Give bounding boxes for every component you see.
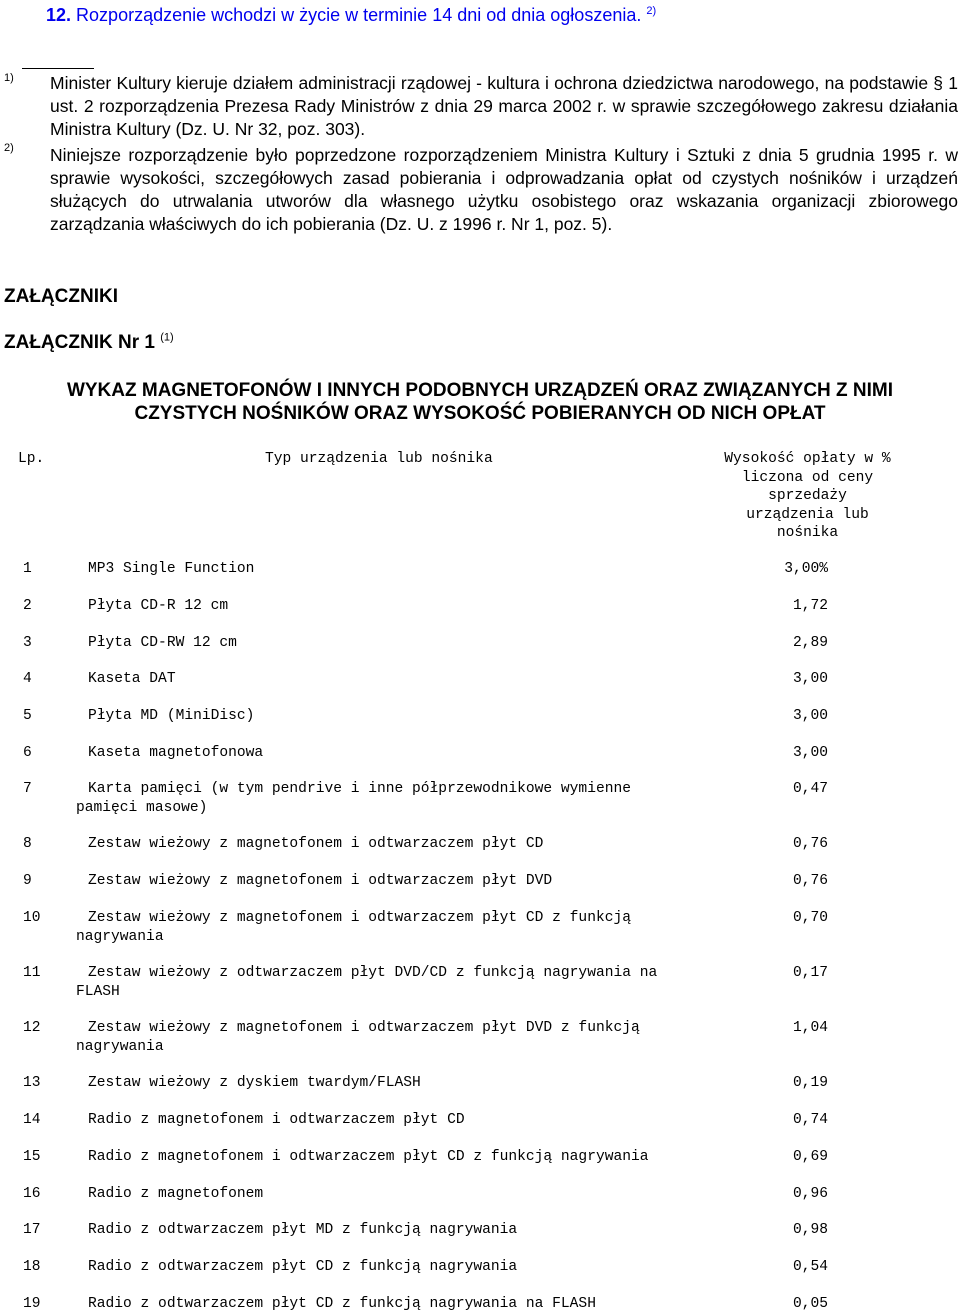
footnote-1-mark: 1) bbox=[4, 72, 14, 84]
footnote-2-mark: 2) bbox=[4, 142, 14, 154]
footnote-separator bbox=[22, 68, 94, 69]
row-number: 9 bbox=[23, 873, 32, 889]
row-number: 13 bbox=[23, 1075, 41, 1091]
row-device-type: Radio z magnetofonem i odtwarzaczem płyt CD z funkcją nagrywania bbox=[88, 1149, 649, 1165]
document-title bbox=[0, 379, 960, 425]
row-number: 10 bbox=[23, 910, 41, 926]
row-fee-percent: 1,72 bbox=[792, 598, 828, 614]
row-fee-percent: 0,76 bbox=[792, 873, 828, 889]
row-fee-percent: 0,05 bbox=[792, 1296, 828, 1312]
row-device-type: Zestaw wieżowy z magnetofonem i odtwarzaczem płyt DVD z funkcją nagrywania bbox=[76, 1020, 640, 1055]
row-fee-percent: 2,89 bbox=[792, 635, 828, 651]
row-number: 19 bbox=[23, 1296, 41, 1312]
row-fee-percent: 0,17 bbox=[792, 965, 828, 981]
row-fee-percent: 0,19 bbox=[792, 1075, 828, 1091]
row-number: 17 bbox=[23, 1222, 41, 1238]
annex-title: ZAŁĄCZNIK Nr 1 bbox=[4, 332, 155, 353]
row-number: 8 bbox=[23, 836, 32, 852]
row-fee-percent: 0,74 bbox=[792, 1112, 828, 1128]
row-device-type: Radio z odtwarzaczem płyt CD z funkcją nagrywania bbox=[88, 1259, 518, 1275]
row-device-type: Płyta CD-R 12 cm bbox=[88, 598, 229, 614]
row-number: 7 bbox=[23, 781, 32, 797]
row-fee-percent: 0,76 bbox=[792, 836, 828, 852]
row-number: 4 bbox=[23, 671, 32, 687]
footnote-2-text: Niniejsze rozporządzenie było poprzedzone rozporządzeniem Ministra Kultury i Sztuki z dnia 5 grudnia 1995 r. w sprawie wysokości, szczegółowych zasad pobierania i odprowadzania opłat od czystych nośników i urządzeń służących do utrwalania utworów dla własnego użytku osobistego oraz wskazania organizacji zbiorowego zarządzania właściwych do ich pobierania (Dz. U. z 1996 r. Nr 1, poz. 5). bbox=[50, 145, 958, 234]
attachments-heading: ZAŁĄCZNIKI bbox=[4, 286, 118, 307]
row-device-type: Radio z odtwarzaczem płyt CD z funkcją nagrywania na FLASH bbox=[88, 1296, 596, 1312]
row-fee-percent: 3,00 bbox=[792, 745, 828, 761]
row-fee-percent: 0,96 bbox=[792, 1186, 828, 1202]
annex-footnote-ref[interactable]: (1) bbox=[160, 331, 174, 344]
row-fee-percent: 0,69 bbox=[792, 1149, 828, 1165]
row-device-type: Płyta CD-RW 12 cm bbox=[88, 635, 237, 651]
row-fee-percent: 3,00 bbox=[792, 708, 828, 724]
section-text: Rozporządzenie wchodzi w życie w terminie 14 dni od dnia ogłoszenia. bbox=[76, 5, 642, 25]
header-lp: Lp. bbox=[18, 451, 45, 467]
row-device-type: Radio z magnetofonem bbox=[88, 1186, 264, 1202]
row-number: 12 bbox=[23, 1020, 41, 1036]
annex-heading bbox=[4, 331, 174, 355]
row-number: 15 bbox=[23, 1149, 41, 1165]
row-device-type: MP3 Single Function bbox=[88, 561, 255, 577]
row-fee-percent: 3,00 bbox=[792, 671, 828, 687]
row-number: 3 bbox=[23, 635, 32, 651]
row-number: 11 bbox=[23, 965, 41, 981]
row-device-type: Płyta MD (MiniDisc) bbox=[88, 708, 255, 724]
footnote-1-text: Minister Kultury kieruje działem administracji rządowej - kultura i ochrona dziedzictwa narodowego, na podstawie § 1 ust. 2 rozporządzenia Prezesa Rady Ministrów z dnia 29 marca 2002 r. w sprawie szczegółowego zakresu działania Ministra Kultury (Dz. U. Nr 32, poz. 303). bbox=[50, 73, 958, 139]
row-fee-percent: 0,54 bbox=[792, 1259, 828, 1275]
row-device-type: Zestaw wieżowy z magnetofonem i odtwarzaczem płyt DVD bbox=[88, 873, 553, 889]
row-device-type: Radio z magnetofonem i odtwarzaczem płyt CD bbox=[88, 1112, 465, 1128]
document-title-line-2: CZYSTYCH NOŚNIKÓW ORAZ WYSOKOŚĆ POBIERANYCH OD NICH OPŁAT bbox=[134, 403, 826, 424]
row-fee-percent: 1,04 bbox=[792, 1020, 828, 1036]
row-device-type: Zestaw wieżowy z magnetofonem i odtwarzaczem płyt CD z funkcją nagrywania bbox=[76, 910, 631, 945]
row-number: 14 bbox=[23, 1112, 41, 1128]
row-number: 18 bbox=[23, 1259, 41, 1275]
row-device-type: Karta pamięci (w tym pendrive i inne półprzewodnikowe wymienne pamięci masowe) bbox=[76, 781, 631, 816]
row-fee-percent: 0,98 bbox=[792, 1222, 828, 1238]
row-number: 2 bbox=[23, 598, 32, 614]
row-number: 1 bbox=[23, 561, 32, 577]
header-fee: Wysokość opłaty w % liczona od ceny sprzedaży urządzenia lub nośnika bbox=[724, 451, 891, 541]
row-fee-percent: 3,00% bbox=[784, 561, 828, 577]
row-device-type: Radio z odtwarzaczem płyt MD z funkcją nagrywania bbox=[88, 1222, 518, 1238]
row-number: 5 bbox=[23, 708, 32, 724]
document-title-line-1: WYKAZ MAGNETOFONÓW I INNYCH PODOBNYCH URZĄDZEŃ ORAZ ZWIĄZANYCH Z NIMI bbox=[66, 380, 894, 401]
header-type: Typ urządzenia lub nośnika bbox=[265, 451, 493, 467]
section-12 bbox=[46, 4, 946, 26]
row-device-type: Kaseta DAT bbox=[88, 671, 176, 687]
row-number: 16 bbox=[23, 1186, 41, 1202]
row-number: 6 bbox=[23, 745, 32, 761]
row-device-type: Zestaw wieżowy z dyskiem twardym/FLASH bbox=[88, 1075, 421, 1091]
footnote-ref-2[interactable]: 2) bbox=[646, 5, 657, 17]
row-device-type: Kaseta magnetofonowa bbox=[88, 745, 264, 761]
row-device-type: Zestaw wieżowy z odtwarzaczem płyt DVD/CD z funkcją nagrywania na FLASH bbox=[76, 965, 658, 1000]
row-fee-percent: 0,47 bbox=[792, 781, 828, 797]
section-number: 12. bbox=[46, 5, 72, 25]
row-device-type: Zestaw wieżowy z magnetofonem i odtwarzaczem płyt CD bbox=[88, 836, 544, 852]
row-fee-percent: 0,70 bbox=[792, 910, 828, 926]
